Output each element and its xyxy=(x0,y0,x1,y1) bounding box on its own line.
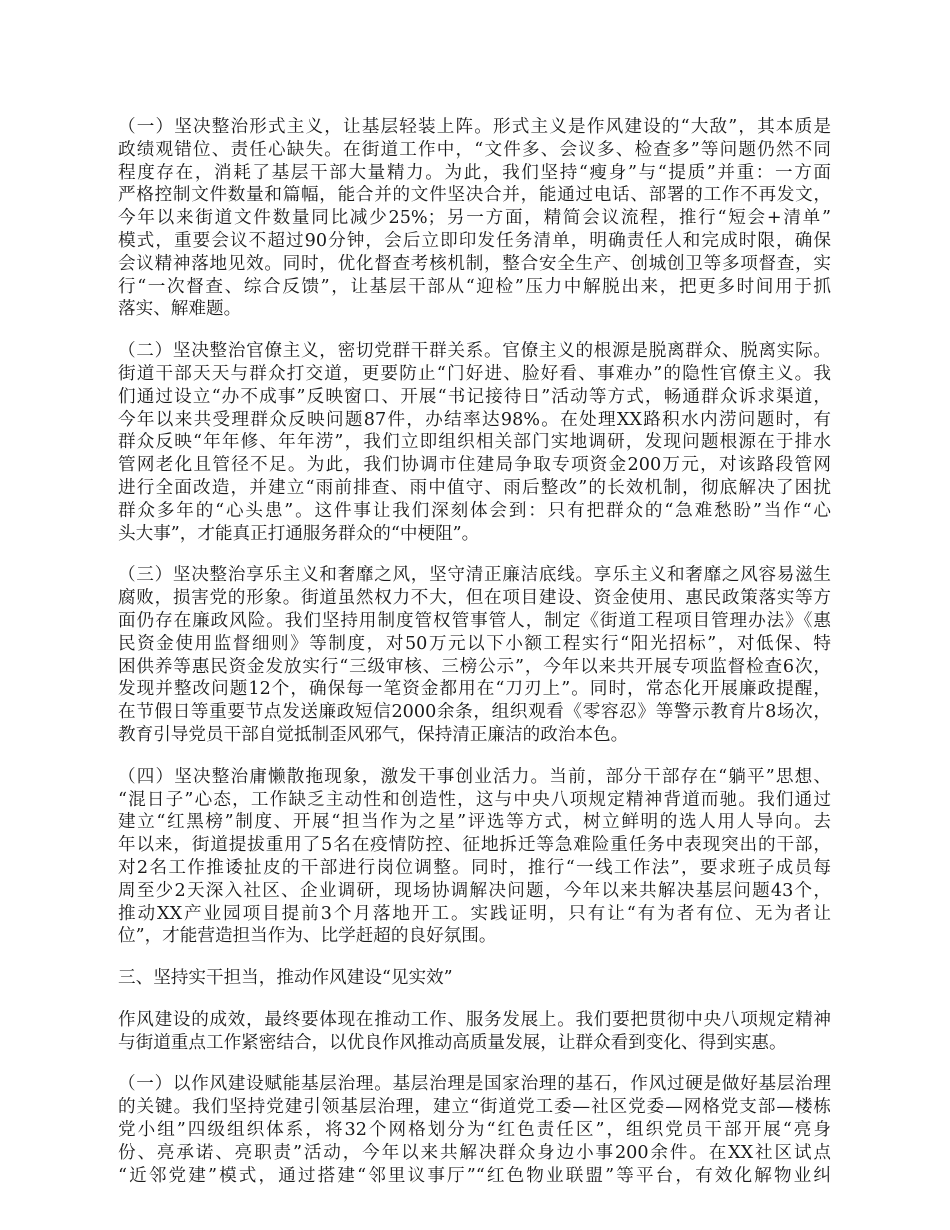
text-line: （二）坚决整治官僚主义，密切党群干群关系。官僚主义的根源是脱离群众、脱离实际。 xyxy=(118,341,831,362)
text-line: 在节假日等重要节点发送廉政短信2000余条，组织观看《零容忍》等警示教育片8场次， xyxy=(118,702,831,723)
text-line: 进行全面改造，并建立“雨前排查、雨中值守、雨后整改”的长效机制，彻底解决了困扰 xyxy=(118,477,831,498)
text-line: 严格控制文件数量和篇幅，能合并的文件坚决合并，能通过电话、部署的工作不再发文， xyxy=(118,185,831,206)
text-line: 建立“红黑榜”制度、开展“担当作为之星”评选等方式，树立鲜明的选人用人导向。去 xyxy=(118,812,831,833)
text-line: 今年以来共受理群众反映问题87件，办结率达98%。在处理XX路积水内涝问题时，有 xyxy=(118,409,831,430)
paragraph xyxy=(118,116,831,321)
text-line: 管网老化且管径不足。为此，我们协调市住建局争取专项资金200万元，对该路段管网 xyxy=(118,455,831,476)
text-line: 面仍存在廉政风险。我们坚持用制度管权管事管人，制定《街道工程项目管理办法》《惠 xyxy=(118,610,831,631)
text-line: （一）以作风建设赋能基层治理。基层治理是国家治理的基石，作风过硬是做好基层治理 xyxy=(118,1074,831,1095)
text-line: “近邻党建”模式，通过搭建“邻里议事厅”“红色物业联盟”等平台，有效化解物业纠 xyxy=(118,1165,831,1186)
text-line: 会议精神落地见效。同时，优化督查考核机制，整合安全生产、创城创卫等多项督查，实 xyxy=(118,253,831,274)
text-line: 教育引导党员干部自觉抵制歪风邪气，保持清正廉洁的政治本色。 xyxy=(118,724,629,745)
text-line: 份、亮承诺、亮职责”活动，今年以来共解决群众身边小事200余件。在XX社区试点 xyxy=(118,1142,831,1163)
paragraph xyxy=(118,1009,831,1055)
document-page xyxy=(118,116,831,1206)
text-line: （四）坚决整治庸懒散拖现象，激发干事创业活力。当前，部分干部存在“躺平”思想、 xyxy=(118,766,831,787)
paragraph xyxy=(118,1073,831,1187)
paragraph xyxy=(118,340,831,545)
text-line: 模式，重要会议不超过90分钟，会后立即印发任务清单，明确责任人和完成时限，确保 xyxy=(118,230,831,251)
text-line: 行“一次督查、综合反馈”，让基层干部从“迎检”压力中解脱出来，把更多时间用于抓 xyxy=(118,276,831,297)
paragraph xyxy=(118,766,831,948)
text-line: 与街道重点工作紧密结合，以优良作风推动高质量发展，让群众看到变化、得到实惠。 xyxy=(118,1032,787,1053)
section-heading: 三、坚持实干担当，推动作风建设“见实效” xyxy=(118,968,453,989)
text-line: 政绩观错位、责任心缺失。在街道工作中，“文件多、会议多、检查多”等问题仍然不同 xyxy=(118,139,831,160)
text-line: 的关键。我们坚持党建引领基层治理，建立“街道党工委—社区党委—网格党支部—楼栋 xyxy=(118,1097,831,1118)
text-line: 党小组”四级组织体系，将32个网格划分为“红色责任区”，组织党员干部开展“亮身 xyxy=(118,1120,831,1141)
paragraph xyxy=(118,564,831,746)
text-line: 发现并整改问题12个，确保每一笔资金都用在“刀刃上”。同时，常态化开展廉政提醒， xyxy=(118,679,831,700)
text-line: 们通过设立“办不成事”反映窗口、开展“书记接待日”活动等方式，畅通群众诉求渠道， xyxy=(118,386,831,407)
text-line: 群众反映“年年修、年年涝”，我们立即组织相关部门实地调研，发现问题根源在于排水 xyxy=(118,432,831,453)
text-line: 位”，才能营造担当作为、比学赶超的良好氛围。 xyxy=(118,926,497,947)
text-line: （三）坚决整治享乐主义和奢靡之风，坚守清正廉洁底线。享乐主义和奢靡之风容易滋生 xyxy=(118,565,831,586)
text-line: 周至少2天深入社区、企业调研，现场协调解决问题，今年以来共解决基层问题43个， xyxy=(118,880,831,901)
text-line: 程度存在，消耗了基层干部大量精力。为此，我们坚持“瘦身”与“提质”并重：一方面 xyxy=(118,162,831,183)
text-line: 困供养等惠民资金发放实行“三级审核、三榜公示”，今年以来共开展专项监督检查6次， xyxy=(118,656,831,677)
text-line: 民资金使用监督细则》等制度，对50万元以下小额工程实行“阳光招标”，对低保、特 xyxy=(118,633,831,654)
text-line: 落实、解难题。 xyxy=(118,299,242,320)
text-line: 街道干部天天与群众打交道，更要防止“门好进、脸好看、事难办”的隐性官僚主义。我 xyxy=(118,363,831,384)
text-line: 推动XX产业园项目提前3个月落地开工。实践证明，只有让“有为者有位、无为者让 xyxy=(118,903,831,924)
text-line: 对2名工作推诿扯皮的干部进行岗位调整。同时，推行“一线工作法”，要求班子成员每 xyxy=(118,857,831,878)
text-line: 今年以来街道文件数量同比减少25%；另一方面，精简会议流程，推行“短会+清单” xyxy=(118,208,831,229)
text-line: 腐败，损害党的形象。街道虽然权力不大，但在项目建设、资金使用、惠民政策落实等方 xyxy=(118,588,831,609)
text-line: 群众多年的“心头患”。这件事让我们深刻体会到：只有把群众的“急难愁盼”当作“心 xyxy=(118,500,831,521)
text-line: 年以来，街道提拔重用了5名在疫情防控、征地拆迁等急难险重任务中表现突出的干部， xyxy=(118,835,831,856)
text-line: （一）坚决整治形式主义，让基层轻装上阵。形式主义是作风建设的“大敌”，其本质是 xyxy=(118,117,831,137)
text-line: 头大事”，才能真正打通服务群众的“中梗阻”。 xyxy=(118,523,480,544)
text-line: 作风建设的成效，最终要体现在推动工作、服务发展上。我们要把贯彻中央八项规定精神 xyxy=(118,1009,831,1030)
text-line: “混日子”心态，工作缺乏主动性和创造性，这与中央八项规定精神背道而驰。我们通过 xyxy=(118,789,831,810)
